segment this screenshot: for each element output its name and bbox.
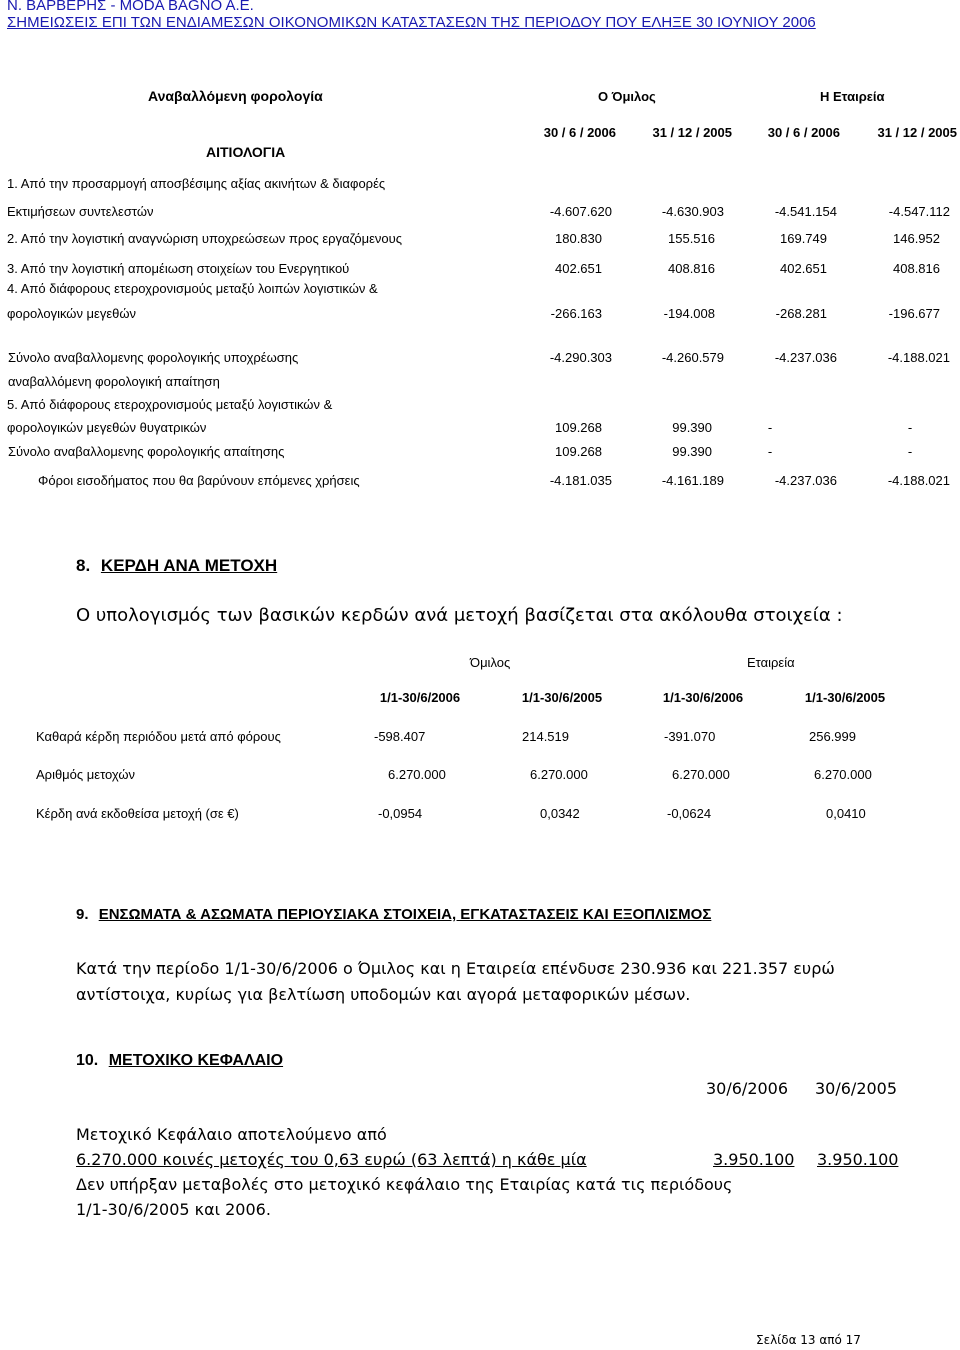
- value-cell: 180.830: [555, 231, 602, 246]
- col-header: 31 / 12 / 2005: [877, 125, 957, 140]
- company-label: Η Εταιρεία: [820, 89, 885, 104]
- eps-intro: Ο υπολογισμός των βασικών κερδών ανά μετοχή βασίζεται στα ακόλουθα στοιχεία :: [76, 605, 843, 626]
- value-cell: 408.816: [668, 261, 715, 276]
- eps-company-label: Εταιρεία: [747, 655, 795, 670]
- eps-value: -391.070: [664, 729, 716, 744]
- value-cell: -268.281: [775, 306, 827, 321]
- value-cell: -194.008: [663, 306, 715, 321]
- assets-heading-text: ΕΝΣΩΜΑΤΑ & ΑΣΩΜΑΤΑ ΠΕΡΙΟΥΣΙΑΚΑ ΣΤΟΙΧΕΙΑ, ΕΓΚΑΤΑΣΤΑΣΕΙΣ ΚΑΙ ΕΞΟΠΛΙΣΜΟΣ: [98, 906, 712, 923]
- eps-group-label: Όμιλος: [470, 655, 511, 670]
- value-cell: -4.260.579: [661, 350, 724, 365]
- eps-value: 0,0410: [826, 806, 866, 821]
- value-cell: -196.677: [888, 306, 940, 321]
- eps-value: -0,0954: [378, 806, 423, 821]
- value-cell: 169.749: [780, 231, 827, 246]
- value-cell: 402.651: [780, 261, 827, 276]
- eps-value: 256.999: [809, 729, 856, 744]
- item4-line2: φορολογικών μεγεθών: [7, 306, 137, 321]
- value-cell: -4.547.112: [888, 204, 950, 219]
- value-cell: -4.188.021: [887, 350, 950, 365]
- item1-line2: Εκτιμήσεων συντελεστών: [7, 204, 154, 219]
- assets-heading-number: 9.: [76, 906, 89, 923]
- value-cell: 109.268: [555, 420, 602, 435]
- capital-heading-text: ΜΕΤΟΧΙΚΟ ΚΕΦΑΛΑΙΟ: [108, 1052, 284, 1069]
- value-cell: 99.390: [672, 420, 712, 435]
- future-taxes-label: Φόροι εισοδήματος που θα βαρύνουν επόμενες χρήσεις: [38, 473, 360, 488]
- value-cell: -4.161.189: [661, 473, 724, 488]
- assets-line1: Κατά την περίοδο 1/1-30/6/2006 ο Όμιλος και η Εταιρεία επένδυσε 230.936 και 221.357 ευρώ: [76, 959, 835, 978]
- eps-heading-text: ΚΕΡΔΗ ΑΝΑ ΜΕΤΟΧΗ: [100, 556, 278, 575]
- capital-value-2006: 3.950.100: [713, 1150, 795, 1169]
- eps-value: -598.407: [374, 729, 426, 744]
- eps-value: 0,0342: [540, 806, 580, 821]
- value-cell: -4.541.154: [774, 204, 837, 219]
- eps-value: 6.270.000: [814, 767, 872, 782]
- value-cell: -4.237.036: [774, 350, 837, 365]
- col-header: 30 / 6 / 2006: [543, 125, 616, 140]
- capital-heading: [76, 1052, 283, 1070]
- value-cell: 402.651: [555, 261, 602, 276]
- value-cell: 155.516: [668, 231, 715, 246]
- value-cell: -: [767, 420, 773, 435]
- page-number: Σελίδα 13 από 17: [756, 1333, 861, 1347]
- capital-date-2005: 30/6/2005: [815, 1079, 898, 1098]
- value-cell: -: [907, 444, 913, 459]
- capital-date-2006: 30/6/2006: [706, 1079, 789, 1098]
- capital-value-2005: 3.950.100: [817, 1150, 899, 1169]
- eps-col-header: 1/1-30/6/2005: [804, 690, 886, 705]
- deferred-tax-title: Αναβαλλόμενη φορολογία: [148, 88, 323, 104]
- capital-line3: Δεν υπήρξαν μεταβολές στο μετοχικό κεφάλαιο της Εταιρίας κατά τις περιόδους: [76, 1175, 733, 1194]
- value-cell: 99.390: [672, 444, 712, 459]
- capital-heading-number: 10.: [76, 1052, 99, 1069]
- col-header: 31 / 12 / 2005: [652, 125, 732, 140]
- total-liability-label: Σύνολο αναβαλλομενης φορολογικής υποχρέωσης: [8, 350, 299, 365]
- eps-row-label: Κέρδη ανά εκδοθείσα μετοχή (σε €): [36, 806, 239, 821]
- value-cell: -4.607.620: [549, 204, 612, 219]
- total-claim-label: Σύνολο αναβαλλομενης φορολογικής απαίτησης: [8, 444, 285, 459]
- document-subtitle: ΣΗΜΕΙΩΣΕΙΣ ΕΠΙ ΤΩΝ ΕΝΔΙΑΜΕΣΩΝ ΟΙΚΟΝΟΜΙΚΩΝ ΚΑΤΑΣΤΑΣΕΩΝ ΤΗΣ ΠΕΡΙΟΔΟΥ ΠΟΥ ΕΛΗΞΕ 30 ΙΟΥΝΙΟΥ 2006: [7, 14, 816, 31]
- eps-col-header: 1/1-30/6/2006: [662, 690, 744, 705]
- value-cell: -266.163: [550, 306, 602, 321]
- eps-col-header: 1/1-30/6/2006: [379, 690, 461, 705]
- col-header: 30 / 6 / 2006: [767, 125, 840, 140]
- company-name: Ν. ΒΑΡΒΕΡΗΣ - MODA BAGNO A.E.: [7, 0, 254, 14]
- eps-row-label: Αριθμός μετοχών: [36, 767, 136, 782]
- eps-value: 6.270.000: [530, 767, 588, 782]
- assets-line2: αντίστοιχα, κυρίως για βελτίωση υποδομών και αγορά μεταφορικών μέσων.: [76, 985, 691, 1004]
- capital-line1: Μετοχικό Κεφάλαιο αποτελούμενο από: [76, 1125, 387, 1144]
- eps-value: 6.270.000: [672, 767, 730, 782]
- group-label: Ο Όμιλος: [598, 89, 656, 104]
- eps-value: 6.270.000: [388, 767, 446, 782]
- capital-line2: 6.270.000 κοινές μετοχές του 0,63 ευρώ (63 λεπτά) η κάθε μία: [76, 1150, 587, 1169]
- value-cell: -: [907, 420, 913, 435]
- item5-line1: 5. Από διάφορους ετεροχρονισμούς μεταξύ λογιστικών &: [7, 397, 333, 412]
- eps-heading: [76, 556, 277, 576]
- item5-line2: φορολογικών μεγεθών θυγατρικών: [7, 420, 207, 435]
- value-cell: -4.188.021: [887, 473, 950, 488]
- capital-line4: 1/1-30/6/2005 και 2006.: [76, 1200, 271, 1219]
- value-cell: 146.952: [893, 231, 940, 246]
- item3-label: 3. Από την λογιστική απομέιωση στοιχείων του Ενεργητικού: [7, 261, 350, 276]
- item4-line1: 4. Από διάφορους ετεροχρονισμούς μεταξύ λοιπών λογιστικών &: [7, 281, 378, 296]
- value-cell: -4.290.303: [549, 350, 612, 365]
- value-cell: -4.237.036: [774, 473, 837, 488]
- value-cell: 408.816: [893, 261, 940, 276]
- value-cell: -: [767, 444, 773, 459]
- eps-row-label: Καθαρά κέρδη περιόδου μετά από φόρους: [36, 729, 281, 744]
- eps-col-header: 1/1-30/6/2005: [521, 690, 603, 705]
- eps-heading-number: 8.: [76, 556, 91, 575]
- eps-value: 214.519: [522, 729, 569, 744]
- value-cell: -4.181.035: [549, 473, 612, 488]
- item2-label: 2. Από την λογιστική αναγνώριση υποχρεώσεων προς εργαζόμενους: [7, 231, 403, 246]
- value-cell: 109.268: [555, 444, 602, 459]
- value-cell: -4.630.903: [661, 204, 724, 219]
- eps-value: -0,0624: [667, 806, 712, 821]
- claim-label: αναβαλλόμενη φορολογική απαίτηση: [8, 374, 220, 389]
- item1-line1: 1. Από την προσαρμογή αποσβέσιμης αξίας ακινήτων & διαφορές: [7, 176, 386, 191]
- reason-label: ΑΙΤΙΟΛΟΓΙΑ: [206, 144, 286, 160]
- assets-heading: [76, 906, 711, 923]
